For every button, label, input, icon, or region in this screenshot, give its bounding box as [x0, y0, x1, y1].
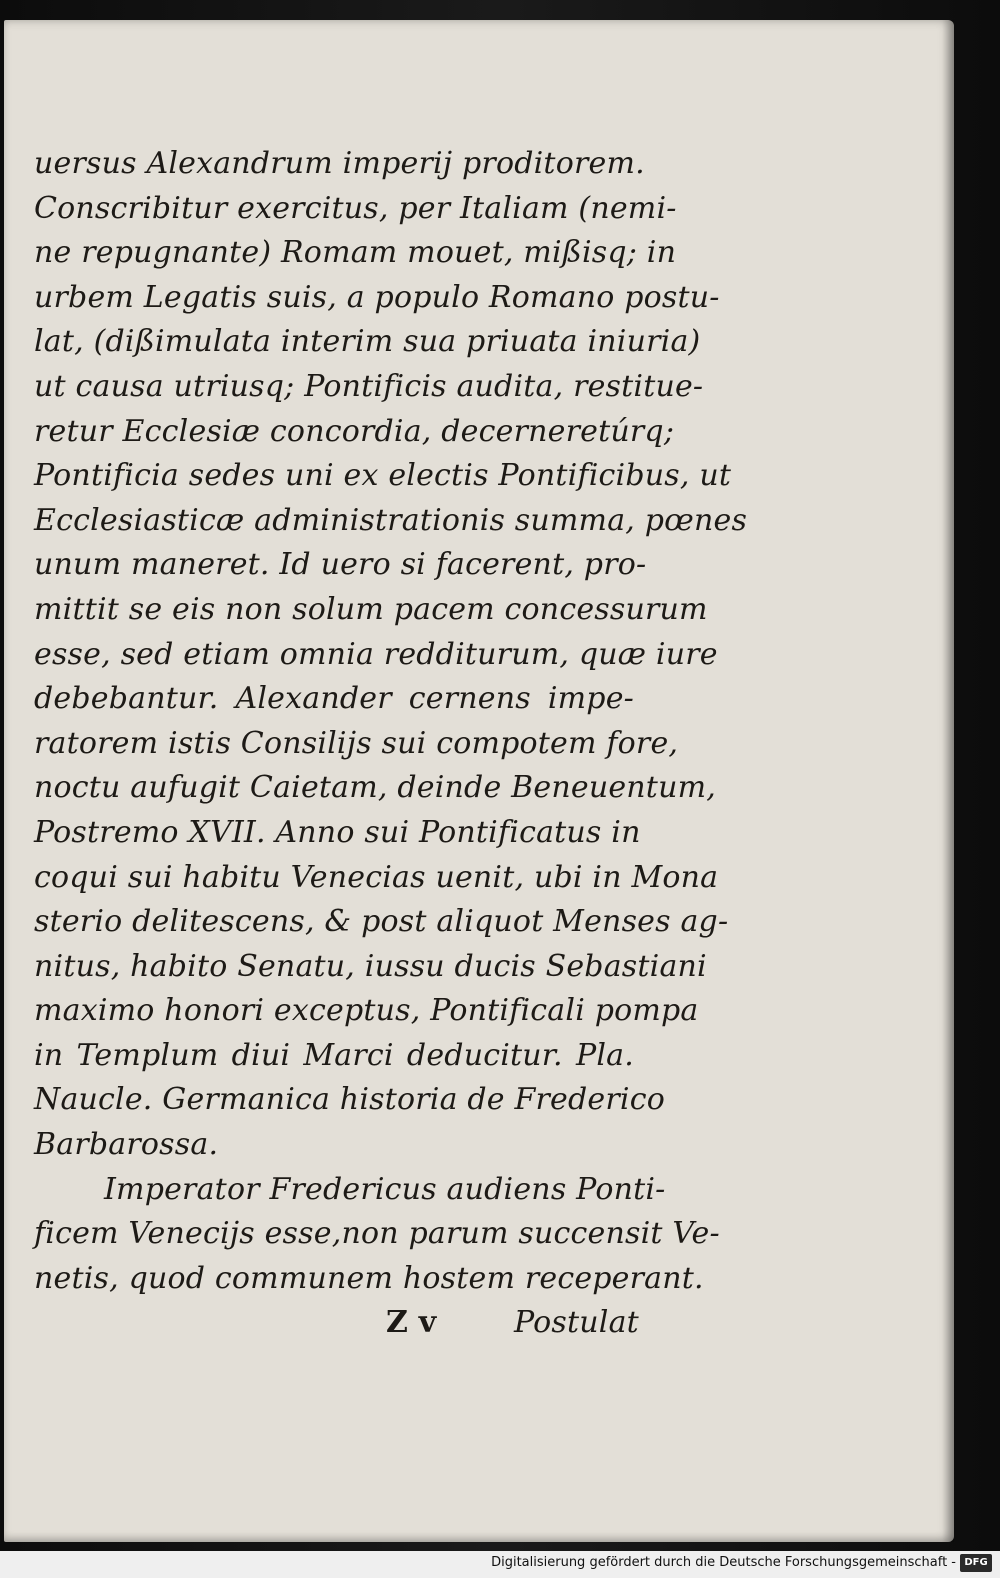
paragraph-start-line: Imperator Fredericus audiens Ponti-	[104, 1171, 666, 1207]
text-line: nitus, habito Senatu, iussu ducis Sebastiani	[34, 948, 707, 984]
text-line: unum maneret. Id uero si facerent, pro-	[34, 547, 647, 583]
text-line: lat, (dißimulata interim sua priuata iniuria)	[34, 324, 701, 360]
text-line: ficem Venecijs esse,non parum succensit Ve-	[34, 1216, 720, 1252]
catchword: Postulat	[514, 1305, 639, 1341]
text-line: sterio delitescens, & post aliquot Menses ag-	[34, 904, 729, 940]
page-edge-shadow	[942, 20, 954, 1542]
text-line: netis, quod communem hostem receperant.	[34, 1260, 704, 1296]
text-line: retur Ecclesiæ concordia, decerneretúrq;	[34, 413, 675, 449]
text-line: noctu aufugit Caietam, deinde Beneuentum,	[34, 770, 716, 806]
book-page	[4, 20, 954, 1542]
text-line: uersus Alexandrum imperij proditorem.	[34, 146, 645, 181]
text-line: Pontificia sedes uni ex electis Pontificibus, ut	[34, 458, 732, 494]
text-line: ne repugnante) Romam mouet, mißisq; in	[34, 235, 677, 271]
text-line: urbem Legatis suis, a populo Romano postu-	[34, 279, 720, 315]
text-line: ut causa utriusq; Pontificis audita, restitue-	[34, 368, 704, 404]
text-line: Conscribitur exercitus, per Italiam (nemi-	[34, 190, 677, 226]
text-line: maximo honori exceptus, Pontificali pompa	[34, 993, 699, 1029]
text-line: Barbarossa.	[34, 1127, 219, 1163]
text-line: in Templum diui Marci deducitur. Pla.	[34, 1037, 634, 1073]
text-line: coqui sui habitu Venecias uenit, ubi in Mona	[34, 859, 719, 895]
signature-mark: Z v	[386, 1305, 437, 1341]
text-line: esse, sed etiam omnia redditurum, quæ iure	[34, 636, 718, 672]
text-line: Naucle. Germanica historia de Frederico	[34, 1082, 665, 1118]
funding-credit: Digitalisierung gefördert durch die Deutsche Forschungsgemeinschaft -	[491, 1555, 956, 1570]
text-line: debebantur. Alexander cernens impe-	[34, 681, 634, 717]
text-line: Postremo XVII. Anno sui Pontificatus in	[34, 814, 641, 850]
dfg-logo: DFG	[960, 1554, 992, 1572]
text-line: ratorem istis Consilijs sui compotem fore,	[34, 725, 679, 761]
page-text-block	[34, 142, 748, 1346]
signature-line	[34, 1301, 639, 1346]
text-line: Ecclesiasticæ administrationis summa, pœnes	[34, 502, 748, 538]
text-line: mittit se eis non solum pacem concessurum	[34, 591, 708, 627]
